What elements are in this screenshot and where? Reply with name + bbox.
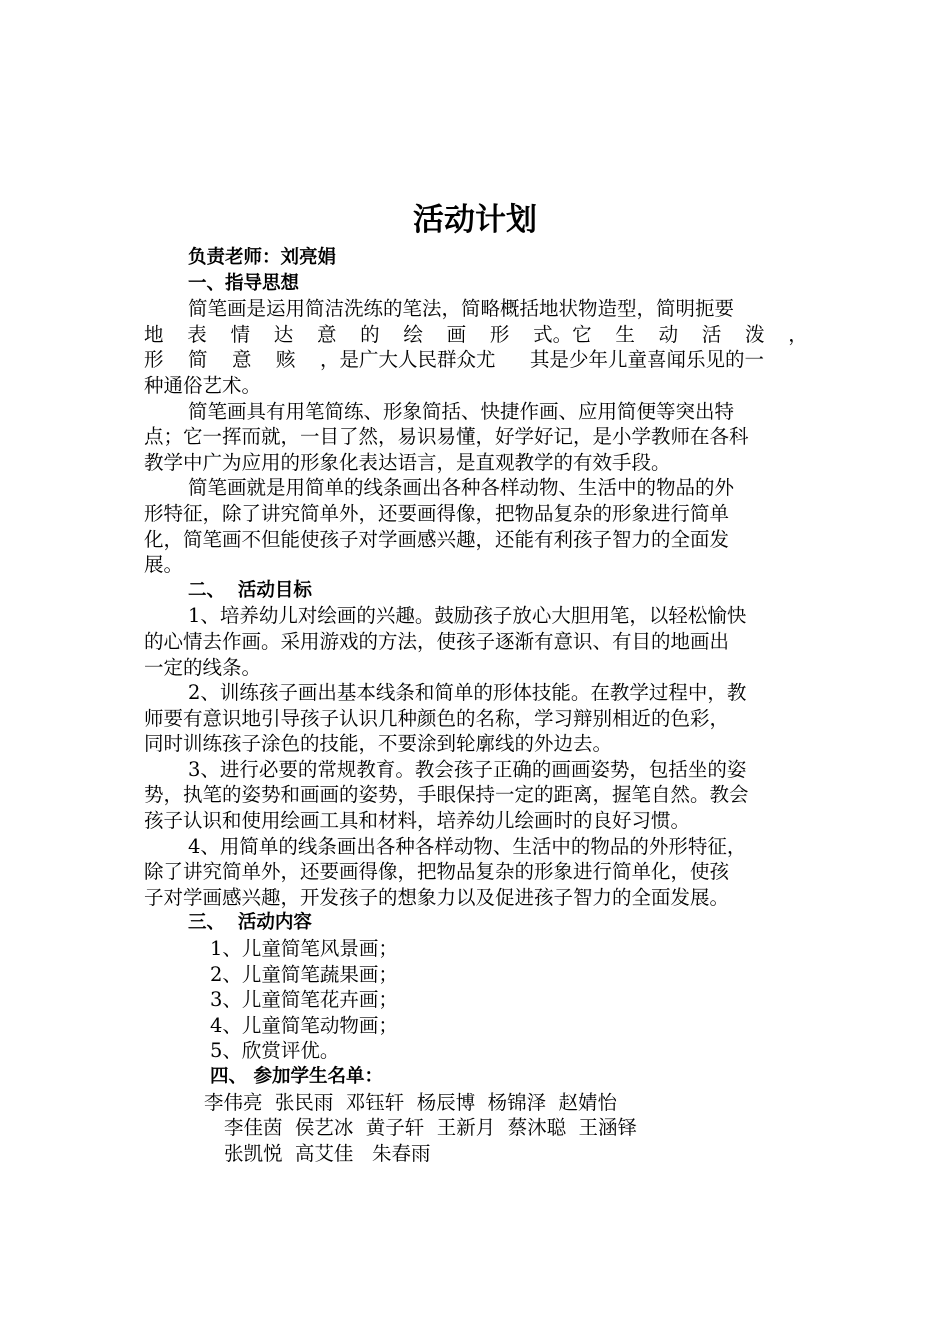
document-title: 活动计划 bbox=[413, 202, 537, 238]
content-list-item: 3、儿童简笔花卉画； bbox=[210, 988, 398, 1012]
char: 画 bbox=[446, 322, 467, 346]
section-2-heading: 二、 活动目标 bbox=[188, 579, 312, 601]
paragraph-line: 教学中广为应用的形象化表达语言，是直观教学的有效手段。 bbox=[144, 450, 671, 474]
char: 泼 bbox=[745, 322, 765, 346]
goal-line: 除了讲究简单外，还要画得像，把物品复杂的形象进行简单化，使孩 bbox=[144, 860, 730, 884]
char: 动 bbox=[658, 322, 679, 346]
goal-line: 子对学画感兴趣，开发孩子的想象力以及促进孩子智力的全面发展。 bbox=[144, 885, 730, 909]
student-names-row: 李佳茵 侯艺冰 黄子轩 王新月 蔡沐聪 王涵铎 bbox=[224, 1116, 637, 1140]
char: ， bbox=[788, 322, 808, 346]
text-fragment: 简 bbox=[188, 348, 208, 372]
goal-line: 孩子认识和使用绘画工具和材料，培养幼儿绘画时的良好习惯。 bbox=[144, 809, 691, 833]
goal-line: 同时训练孩子涂色的技能，不要涂到轮廓线的外边去。 bbox=[144, 732, 613, 756]
paragraph-line: 点；它一挥而就，一目了然，易识易懂，好学好记，是小学教师在各科 bbox=[144, 425, 749, 449]
paragraph-line: 化，简笔画不但能使孩子对学画感兴趣，还能有利孩子智力的全面发 bbox=[144, 527, 730, 551]
char: 形 bbox=[489, 322, 510, 346]
teacher-line: 负责老师：刘亮娟 bbox=[188, 247, 337, 268]
text-fragment: 意 bbox=[232, 348, 252, 372]
paragraph-line: 展。 bbox=[144, 553, 184, 577]
section-1-justified-line bbox=[144, 322, 808, 348]
char: 意 bbox=[316, 322, 337, 346]
goal-line: 3、进行必要的常规教育。教会孩子正确的画画姿势，包括坐的姿 bbox=[188, 757, 747, 781]
content-list-item: 4、儿童简笔动物画； bbox=[210, 1013, 398, 1037]
char: 生 bbox=[615, 322, 635, 346]
goal-line: 势，执笔的姿势和画画的姿势，手眼保持一定的距离，握笔自然。教会 bbox=[144, 783, 749, 807]
goal-line: 1、培养幼儿对绘画的兴趣。鼓励孩子放心大胆用笔，以轻松愉快 bbox=[188, 604, 747, 628]
goal-line: 的心情去作画。采用游戏的方法，使孩子逐渐有意识、有目的地画出 bbox=[144, 629, 730, 653]
char: 情 bbox=[230, 322, 250, 346]
paragraph-line: 简笔画具有用笔简练、形象简括、快捷作画、应用简便等突出特 bbox=[188, 399, 735, 423]
paragraph-line: 简笔画就是用简单的线条画出各种各样动物、生活中的物品的外 bbox=[188, 476, 735, 500]
section-1-text-line: 简笔画是运用简洁洗练的笔法，简略概括地状物造型，简明扼要 bbox=[188, 297, 735, 321]
goal-line: 4、用简单的线条画出各种各样动物、生活中的物品的外形特征， bbox=[188, 834, 747, 858]
goal-line: 一定的线条。 bbox=[144, 655, 262, 679]
content-list-item: 5、欣赏评优。 bbox=[210, 1039, 340, 1063]
goal-line: 2、训练孩子画出基本线条和简单的形体技能。在教学过程中，教 bbox=[188, 681, 747, 705]
char: 地 bbox=[144, 322, 164, 346]
section-1-spaced-line bbox=[144, 347, 808, 373]
content-list-item: 1、儿童简笔风景画； bbox=[210, 937, 398, 961]
goal-line: 师要有意识地引导孩子认识几种颜色的名称，学习辩别相近的色彩， bbox=[144, 706, 730, 730]
section-4-heading: 四、 参加学生名单： bbox=[210, 1066, 383, 1087]
section-3-heading: 三、 活动内容 bbox=[188, 912, 312, 934]
text-fragment: ，是广大人民群众尤 bbox=[320, 348, 496, 372]
char: 表 bbox=[187, 322, 207, 346]
text-fragment: 其是少年儿童喜闻乐见的一 bbox=[530, 348, 765, 372]
section-1-heading: 一、指导思想 bbox=[188, 272, 300, 294]
char: 式。它 bbox=[533, 322, 592, 346]
char: 的 bbox=[360, 322, 380, 346]
text-fragment: 赅 bbox=[276, 348, 296, 372]
content-list-item: 2、儿童简笔蔬果画； bbox=[210, 962, 398, 986]
text-fragment: 形 bbox=[144, 348, 164, 372]
section-1-text-line: 种通俗艺术。 bbox=[144, 373, 262, 397]
student-names-row: 李伟亮 张民雨 邓钰轩 杨辰博 杨锦泽 赵婧怡 bbox=[204, 1090, 617, 1114]
student-names-row: 张凯悦 高艾佳 朱春雨 bbox=[224, 1141, 431, 1165]
char: 活 bbox=[701, 322, 722, 346]
paragraph-line: 形特征，除了讲究简单外，还要画得像，把物品复杂的形象进行简单 bbox=[144, 501, 730, 525]
char: 绘 bbox=[403, 322, 423, 346]
document-body bbox=[144, 245, 808, 1166]
char: 达 bbox=[273, 322, 294, 346]
